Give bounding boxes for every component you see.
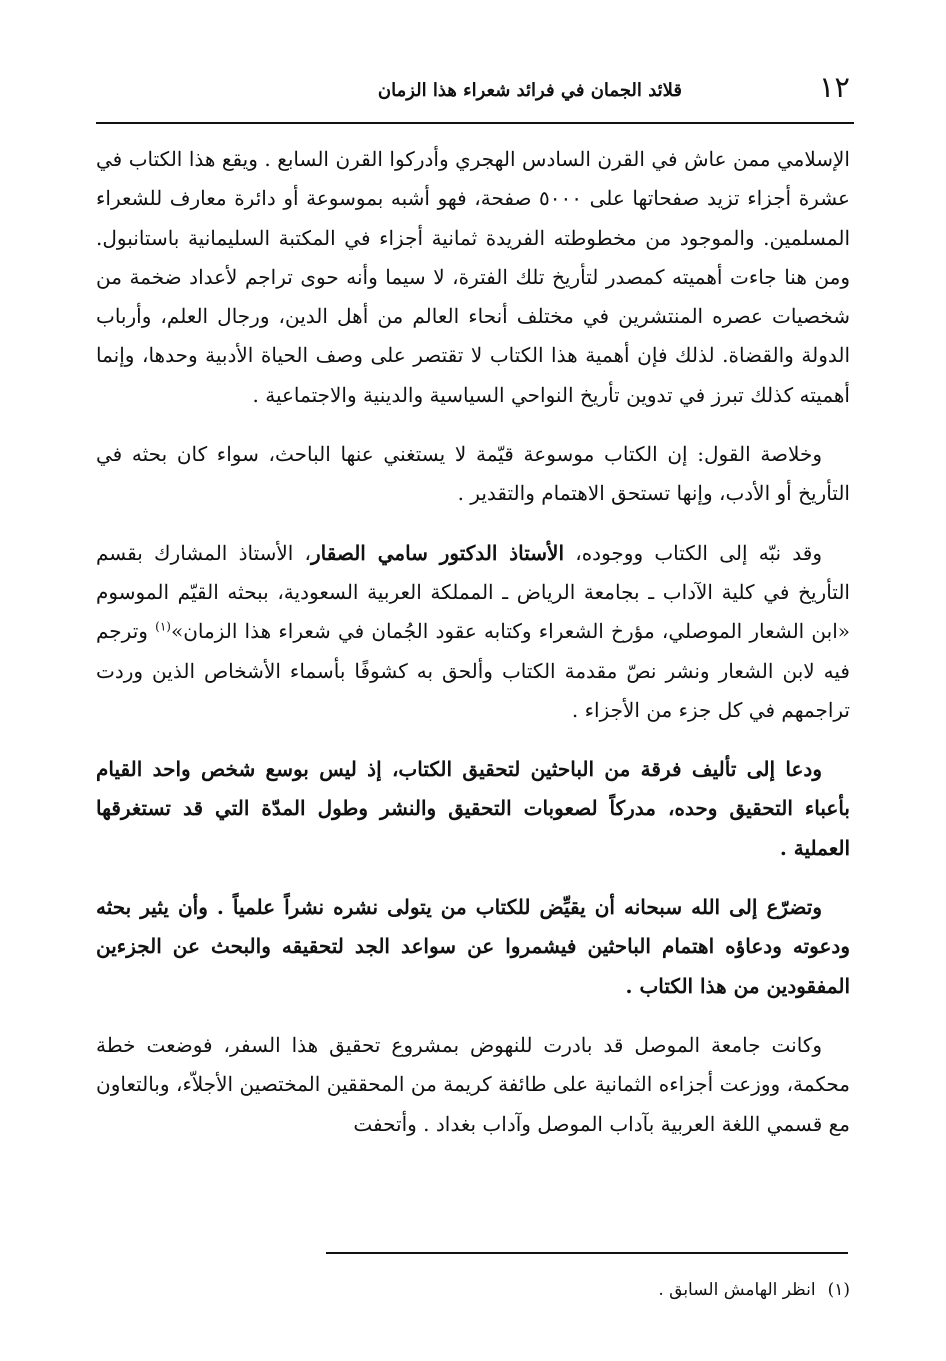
paragraph-1: الإسلامي ممن عاش في القرن السادس الهجري وأدركوا القرن السابع . ويقع هذا الكتاب في عشرة أجزاء تزيد صفحاتها على ٥٠٠٠ صفحة، فهو أشبه بموسوعة أو دائرة معارف للشعراء المسلمين. والموجود من مخطوطته الفريدة ثمانية أجزاء في المكتبة السليمانية باستانبول. ومن هنا جاءت أهميته كمصدر لتأريخ تلك الفترة، لا سيما وأنه حوى تراجم لأعداد ضخمة من شخصيات عصره المنتشرين في مختلف أنحاء العالم من أهل الدين، ورجال العلم، وأرباب الدولة والقضاة. لذلك فإن أهمية هذا الكتاب لا تقتصر على وصف الحياة الأدبية وحدها، وإنما أهميته كذلك تبرز في تدوين تأريخ النواحي السياسية والدينية والاجتماعية .: [96, 147, 850, 407]
page-number: ١٢: [818, 70, 850, 104]
paragraph-4: ودعا إلى تأليف فرقة من الباحثين لتحقيق الكتاب، إذ ليس بوسع شخص واحد القيام بأعباء التحقيق وحده، مدركاً لصعوبات التحقيق والنشر وطول المدّة التي قد تستغرقها العملية .: [96, 757, 850, 860]
paragraph-3-intro: وقد نبّه إلى الكتاب ووجوده،: [564, 540, 822, 565]
paragraph-2: وخلاصة القول: إن الكتاب موسوعة قيّمة لا يستغني عنها الباحث، سواء كان بحثه في التأريخ أو الأدب، وإنها تستحق الاهتمام والتقدير .: [96, 442, 850, 506]
paragraph-3-middle: ، الأستاذ المشارك بقسم التأريخ في كلية الآداب ـ بجامعة الرياض ـ المملكة العربية السعودية، ببحثه القيّم الموسوم «ابن الشعار الموصلي، مؤرخ الشعراء وكتابه عقود الجُمان في شعراء هذا الزمان»: [96, 540, 850, 644]
paragraph-3: [96, 534, 850, 730]
footnote-divider: [326, 1252, 848, 1254]
header-divider: [96, 122, 854, 124]
page-header: [96, 66, 850, 116]
main-text: [96, 140, 850, 1164]
footnote-text: انظر الهامش السابق .: [658, 1280, 816, 1300]
paragraph-6: وكانت جامعة الموصل قد بادرت للنهوض بمشروع تحقيق هذا السفر، فوضعت خطة محكمة، ووزعت أجزاءه الثمانية على طائفة كريمة من المحققين المختصين الأجلاّء، وبالتعاون مع قسمي اللغة العربية بآداب الموصل وآداب بغداد . وأتحفت: [96, 1032, 850, 1136]
paragraph-5: وتضرّع إلى الله سبحانه أن يقيِّض للكتاب من يتولى نشره نشراً علمياً . وأن يثير بحثه ودعوته ودعاؤه اهتمام الباحثين فيشمروا عن سواعد الجد لتحقيقه والبحث عن الجزءين المفقودين من هذا الكتاب .: [96, 895, 850, 998]
paragraph-3-end: وترجم فيه لابن الشعار ونشر نصّ مقدمة الكتاب وألحق به كشوفًا بأسماء الأشخاص الذين وردت تراجمهم في كل جزء من الأجزاء .: [96, 619, 850, 722]
author-name: الأستاذ الدكتور سامي الصقار: [311, 540, 565, 565]
footnote: [96, 1280, 850, 1300]
running-title: قلائد الجمان في فرائد شعراء هذا الزمان: [377, 80, 682, 101]
footnote-reference[interactable]: (١): [155, 619, 171, 634]
footnote-number: (١): [827, 1280, 850, 1300]
